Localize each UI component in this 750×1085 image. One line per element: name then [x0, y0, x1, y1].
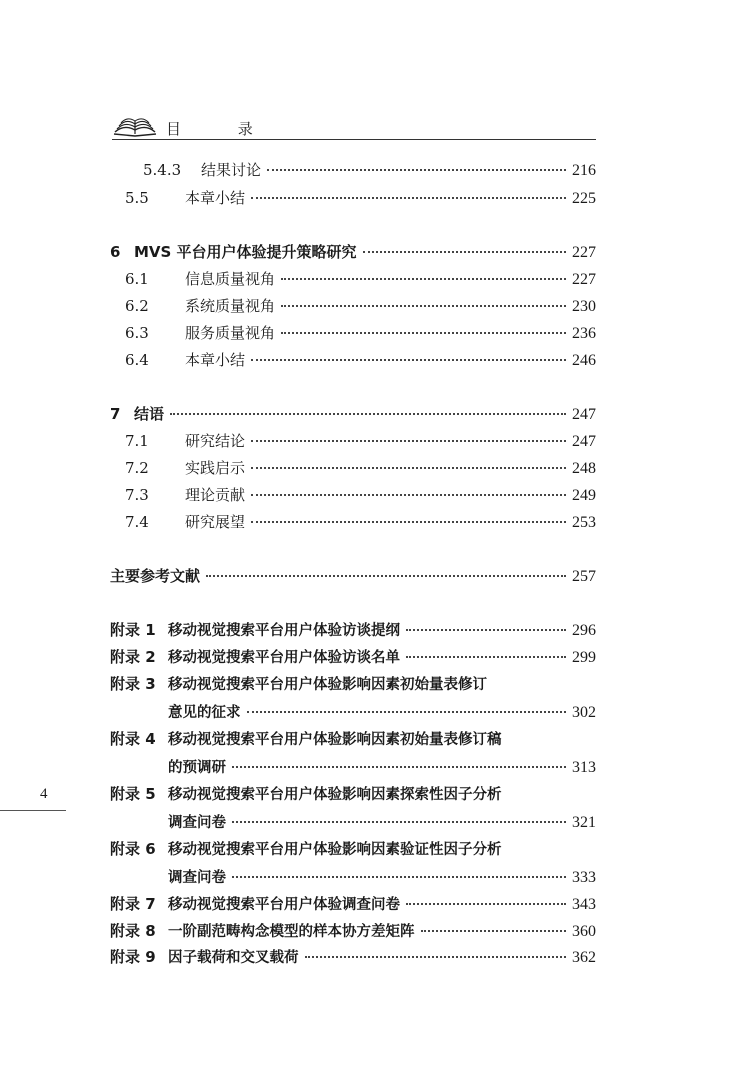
entry-number: 6.4 — [125, 351, 149, 369]
dot-leader — [406, 903, 566, 905]
toc-appendix-5-cont[interactable] — [168, 811, 596, 837]
toc-entry-5-4-3[interactable] — [143, 159, 596, 185]
entry-page: 227 — [572, 244, 596, 261]
entry-page: 247 — [572, 433, 596, 450]
toc-entry-7-4[interactable] — [125, 511, 596, 537]
entry-number: 7.3 — [125, 486, 149, 504]
entry-page: 227 — [572, 271, 596, 288]
toc-entry-6-4[interactable] — [125, 349, 596, 375]
dot-leader — [232, 876, 566, 878]
entry-title: 结果讨论 — [201, 161, 262, 179]
entry-page: 225 — [572, 190, 596, 207]
dot-leader — [251, 494, 566, 496]
toc-entry-7-1[interactable] — [125, 430, 596, 456]
entry-number: 附录 5 — [110, 785, 156, 803]
entry-title: 一阶副范畴构念模型的样本协方差矩阵 — [168, 924, 415, 940]
entry-page: 246 — [572, 352, 596, 369]
entry-page: 253 — [572, 514, 596, 531]
dot-leader — [170, 413, 566, 415]
entry-page: 313 — [572, 759, 596, 776]
toc-appendix-3-cont[interactable] — [168, 701, 596, 727]
entry-title: 研究结论 — [185, 432, 246, 450]
dot-leader — [251, 197, 566, 199]
page-number: 4 — [40, 786, 48, 802]
entry-page: 343 — [572, 896, 596, 913]
entry-title-continued: 意见的征求 — [168, 705, 241, 721]
toc-appendix-3[interactable] — [110, 673, 596, 699]
entry-title: 主要参考文献 — [110, 567, 201, 585]
toc-appendix-1[interactable] — [110, 619, 596, 645]
entry-title: 服务质量视角 — [185, 324, 276, 342]
entry-number: 7.4 — [125, 513, 149, 531]
dot-leader — [206, 575, 566, 577]
entry-page: 302 — [572, 704, 596, 721]
toc-appendix-6-cont[interactable] — [168, 866, 596, 892]
toc-references[interactable] — [110, 565, 596, 591]
entry-number: 6.1 — [125, 270, 149, 288]
entry-number: 6 — [110, 243, 121, 261]
page-number-rule — [0, 810, 66, 811]
entry-title: 因子载荷和交叉载荷 — [168, 950, 299, 966]
entry-number: 7.2 — [125, 459, 149, 477]
dot-leader — [281, 332, 566, 334]
entry-page: 247 — [572, 406, 596, 423]
entry-title-continued: 调查问卷 — [168, 815, 226, 831]
entry-title: 移动视觉搜索平台用户体验影响因素初始量表修订 — [168, 677, 487, 693]
toc-appendix-2[interactable] — [110, 646, 596, 672]
dot-leader — [406, 656, 566, 658]
toc-appendix-4[interactable] — [110, 728, 596, 754]
entry-page: 249 — [572, 487, 596, 504]
entry-page: 248 — [572, 460, 596, 477]
toc-entry-6-1[interactable] — [125, 268, 596, 294]
entry-title: 移动视觉搜索平台用户体验影响因素验证性因子分析 — [168, 842, 502, 858]
entry-title: 本章小结 — [185, 189, 246, 207]
dot-leader — [281, 305, 566, 307]
entry-number: 附录 2 — [110, 648, 156, 666]
entry-number: 5.4.3 — [143, 161, 182, 179]
dot-leader — [251, 440, 566, 442]
toc-appendix-7[interactable] — [110, 893, 596, 919]
dot-leader — [232, 821, 566, 823]
running-header — [112, 112, 596, 140]
entry-title: 移动视觉搜索平台用户体验访谈名单 — [168, 650, 400, 666]
entry-number: 附录 3 — [110, 675, 156, 693]
entry-page: 216 — [572, 162, 596, 179]
dot-leader — [232, 766, 566, 768]
toc-appendix-6[interactable] — [110, 838, 596, 864]
entry-title: 结语 — [134, 405, 165, 423]
entry-page: 236 — [572, 325, 596, 342]
entry-number: 附录 7 — [110, 895, 156, 913]
entry-title: 移动视觉搜索平台用户体验调查问卷 — [168, 897, 400, 913]
entry-title: 移动视觉搜索平台用户体验影响因素初始量表修订稿 — [168, 732, 502, 748]
dot-leader — [267, 169, 566, 171]
entry-page: 321 — [572, 814, 596, 831]
toc-appendix-4-cont[interactable] — [168, 756, 596, 782]
entry-number: 7.1 — [125, 432, 149, 450]
entry-number: 7 — [110, 405, 121, 423]
dot-leader — [251, 359, 566, 361]
entry-number: 附录 1 — [110, 621, 156, 639]
entry-page: 296 — [572, 622, 596, 639]
entry-title: 本章小结 — [185, 351, 246, 369]
toc-appendix-9[interactable] — [110, 946, 596, 972]
entry-page: 230 — [572, 298, 596, 315]
entry-number: 附录 6 — [110, 840, 156, 858]
dot-leader — [406, 629, 566, 631]
toc-entry-6-3[interactable] — [125, 322, 596, 348]
entry-title-continued: 的预调研 — [168, 760, 226, 776]
entry-number: 附录 8 — [110, 922, 156, 940]
dot-leader — [281, 278, 566, 280]
entry-number: 附录 4 — [110, 730, 156, 748]
entry-number: 附录 9 — [110, 948, 156, 966]
entry-title: 移动视觉搜索平台用户体验影响因素探索性因子分析 — [168, 787, 502, 803]
entry-title: 移动视觉搜索平台用户体验访谈提纲 — [168, 623, 400, 639]
header-rule — [112, 139, 596, 140]
toc-appendix-5[interactable] — [110, 783, 596, 809]
toc-entry-7-3[interactable] — [125, 484, 596, 510]
dot-leader — [363, 251, 566, 253]
toc-entry-6-2[interactable] — [125, 295, 596, 321]
toc-entry-5-5[interactable] — [125, 187, 596, 213]
header-title: 目 录 — [166, 120, 279, 138]
entry-title: MVS 平台用户体验提升策略研究 — [134, 243, 357, 261]
entry-number: 5.5 — [125, 189, 149, 207]
dot-leader — [251, 467, 566, 469]
toc-chapter-6[interactable] — [110, 241, 596, 267]
toc-chapter-7[interactable] — [110, 403, 596, 429]
entry-number: 6.2 — [125, 297, 149, 315]
entry-page: 362 — [572, 949, 596, 966]
entry-number: 6.3 — [125, 324, 149, 342]
dot-leader — [247, 711, 567, 713]
entry-page: 333 — [572, 869, 596, 886]
entry-title-continued: 调查问卷 — [168, 870, 226, 886]
entry-title: 系统质量视角 — [185, 297, 276, 315]
entry-page: 299 — [572, 649, 596, 666]
dot-leader — [305, 956, 567, 958]
entry-page: 257 — [572, 568, 596, 585]
toc-appendix-8[interactable] — [110, 920, 596, 946]
entry-page: 360 — [572, 923, 596, 940]
open-book-icon — [112, 112, 158, 142]
dot-leader — [421, 930, 567, 932]
entry-title: 实践启示 — [185, 459, 246, 477]
toc-entry-7-2[interactable] — [125, 457, 596, 483]
entry-title: 理论贡献 — [185, 486, 246, 504]
dot-leader — [251, 521, 566, 523]
entry-title: 信息质量视角 — [185, 270, 276, 288]
entry-title: 研究展望 — [185, 513, 246, 531]
